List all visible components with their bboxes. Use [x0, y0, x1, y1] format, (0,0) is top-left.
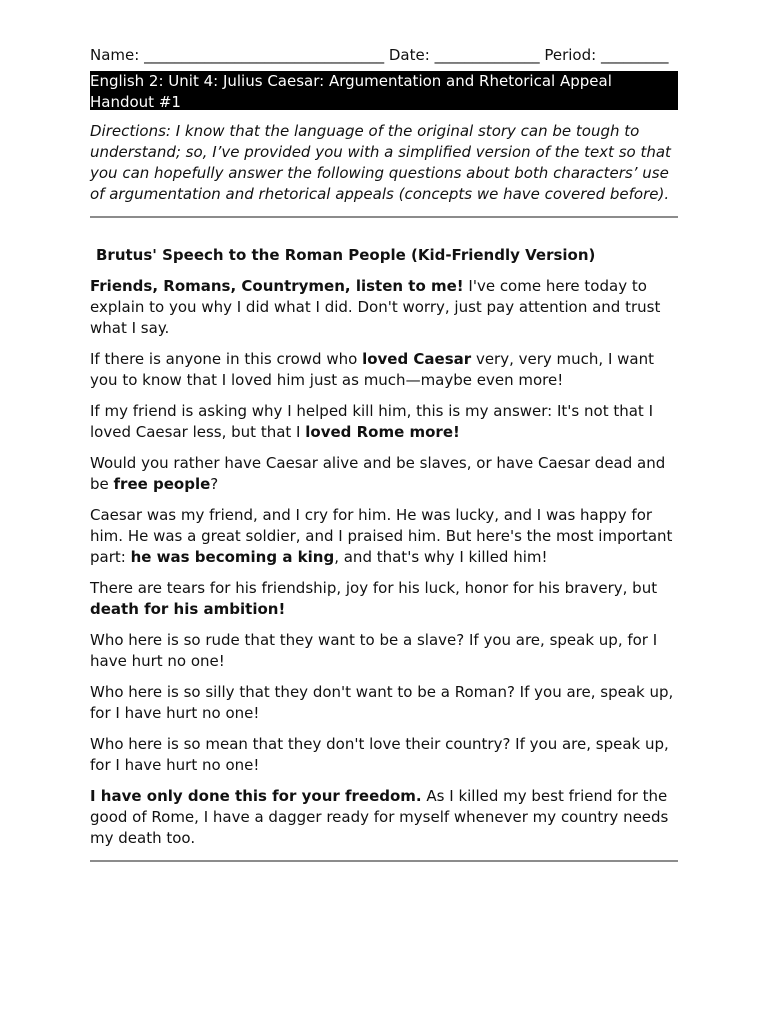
speech-paragraph-7: Who here is so rude that they want to be a slave? If you are, speak up, for I have hurt no one!	[90, 631, 658, 670]
paragraph-bold: I have only done this for your freedom.	[90, 787, 422, 805]
speech-paragraph-9: Who here is so mean that they don't love their country? If you are, speak up, for I have hurt no one!	[90, 735, 669, 774]
speech-paragraph-1	[90, 276, 678, 339]
name-blank: ________________________________	[144, 46, 385, 64]
date-label: Date:	[388, 46, 430, 64]
period-blank: _________	[600, 46, 669, 64]
name-label: Name:	[90, 46, 140, 64]
paragraph-bold: loved Rome more!	[305, 423, 460, 441]
paragraph-text: Caesar was my friend, and I cry for him. He was lucky, and I was happy for him. He was a great soldier, and I praised him. But here's the most important part:	[90, 506, 673, 566]
handout-title: English 2: Unit 4: Julius Caesar: Argumentation and Rhetorical Appeal Handout #1	[90, 71, 678, 110]
directions-text: Directions: I know that the language of the original story can be tough to understand; so, I’ve provided you with a simplified version of the text so that you can hopefully answer the following questions about both characters’ use of argumentation and rhetorical appeals (concepts we have covered before).	[90, 122, 671, 203]
paragraph-bold: Friends, Romans, Countrymen, listen to me!	[90, 277, 464, 295]
speech-paragraph-8: Who here is so silly that they don't want to be a Roman? If you are, speak up, for I have hurt no one!	[90, 683, 674, 722]
speech-paragraph-5	[90, 505, 678, 568]
speech-paragraph-6	[90, 578, 678, 620]
speech-paragraph-3	[90, 401, 678, 443]
paragraph-bold: death for his ambition!	[90, 600, 286, 618]
paragraph-text: If my friend is asking why I helped kill him, this is my answer: It's not that I loved Caesar less, but that I	[90, 402, 653, 441]
date-blank: ______________	[434, 46, 540, 64]
paragraph-bold: loved Caesar	[362, 350, 472, 368]
paragraph-text: If there is anyone in this crowd who	[90, 350, 363, 368]
paragraph-text: ?	[210, 475, 219, 493]
bottom-divider	[90, 860, 678, 862]
speech-paragraph-2	[90, 349, 678, 391]
speech-paragraph-10	[90, 786, 678, 849]
paragraph-bold: free people	[113, 475, 211, 493]
paragraph-text: I've come here today to explain to you why I did what I did. Don't worry, just pay attention and trust what I say.	[90, 277, 661, 337]
speech-paragraph-4	[90, 453, 678, 495]
top-divider	[90, 216, 678, 218]
paragraph-text: As I killed my best friend for the good of Rome, I have a dagger ready for myself whenever my country needs my death too.	[90, 787, 669, 847]
student-info-line	[90, 44, 678, 66]
paragraph-text: very, very much, I want you to know that I loved him just as much—maybe even more!	[90, 350, 654, 389]
document-content	[90, 44, 678, 862]
speech-title: Brutus' Speech to the Roman People (Kid-Friendly Version)	[96, 246, 596, 264]
period-label: Period:	[544, 46, 597, 64]
paragraph-text: , and that's why I killed him!	[334, 548, 548, 566]
paragraph-text: Would you rather have Caesar alive and be slaves, or have Caesar dead and be	[90, 454, 666, 493]
paragraph-text: There are tears for his friendship, joy for his luck, honor for his bravery, but	[90, 579, 658, 597]
paragraph-bold: he was becoming a king	[130, 548, 335, 566]
